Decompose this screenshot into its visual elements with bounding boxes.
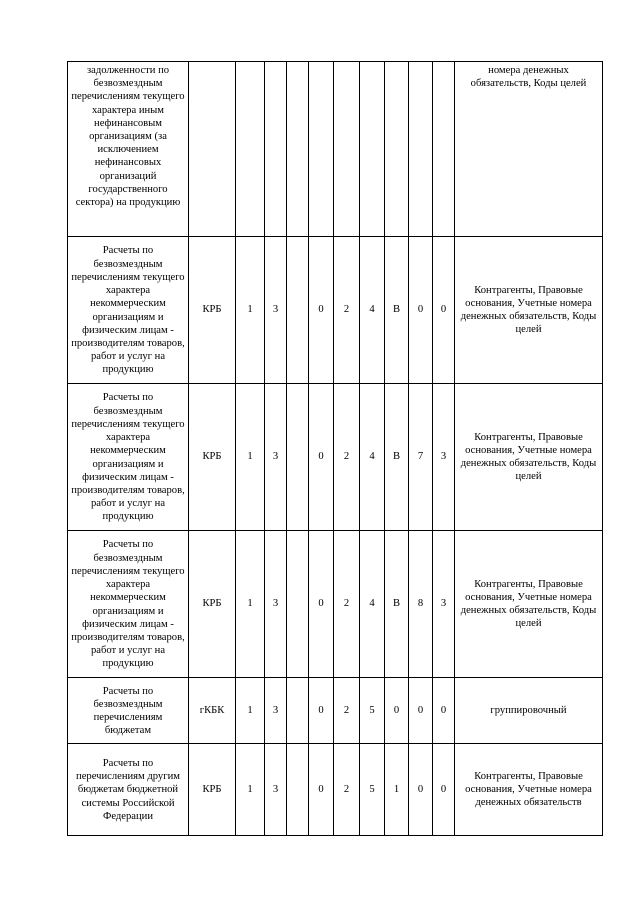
account-digit: 4 [360,237,385,384]
account-digit: В [385,384,409,531]
account-digit: 8 [409,531,433,678]
table-row [68,237,603,384]
account-name: задолженности по безвозмездным перечислениям текущего характера иным нефинансовым организациям (за исключением нефинансовых организаций государственного сектора) на продукцию [68,62,189,237]
account-digit: 2 [334,744,360,836]
table-row [68,531,603,678]
account-digit [360,62,385,237]
account-name: Расчеты по безвозмездным перечислениям бюджетам [68,678,189,744]
account-name: Расчеты по безвозмездным перечислениям текущего характера некоммерческим организациям и физическим лицам - производителям товаров, работ и услуг на продукцию [68,384,189,531]
account-digit [287,678,309,744]
accounts-table [67,61,603,836]
account-digit: 7 [409,384,433,531]
table-row [68,62,603,237]
account-digit: 0 [309,237,334,384]
account-code-type [189,62,236,237]
account-name: Расчеты по безвозмездным перечислениям текущего характера некоммерческим организациям и физическим лицам - производителям товаров, работ и услуг на продукцию [68,237,189,384]
account-digit: 2 [334,678,360,744]
account-digit [334,62,360,237]
account-digit: 3 [433,384,455,531]
account-digit: 5 [360,678,385,744]
account-name: Расчеты по безвозмездным перечислениям текущего характера некоммерческим организациям и физическим лицам - производителям товаров, работ и услуг на продукцию [68,531,189,678]
account-digit: 1 [236,237,265,384]
account-digit: В [385,237,409,384]
table-row [68,744,603,836]
account-digit: 1 [236,744,265,836]
analytics-description: группировочный [455,678,603,744]
account-digit: 0 [409,237,433,384]
account-digit: 0 [433,237,455,384]
account-code-type: КРБ [189,531,236,678]
account-digit: 3 [265,744,287,836]
account-digit: 4 [360,531,385,678]
account-code-type: КРБ [189,237,236,384]
account-digit: 3 [433,531,455,678]
account-digit: 3 [265,678,287,744]
analytics-description: Контрагенты, Правовые основания, Учетные номера денежных обязательств, Коды целей [455,384,603,531]
account-digit: 1 [236,384,265,531]
account-code-type: КРБ [189,744,236,836]
account-digit [287,384,309,531]
account-digit: 3 [265,531,287,678]
account-digit: 0 [309,744,334,836]
account-digit: В [385,531,409,678]
account-digit [385,62,409,237]
account-digit [287,531,309,678]
account-digit: 0 [309,678,334,744]
account-code-type: гКБК [189,678,236,744]
account-digit: 0 [409,744,433,836]
account-digit: 3 [265,237,287,384]
analytics-description: Контрагенты, Правовые основания, Учетные номера денежных обязательств [455,744,603,836]
account-digit [265,62,287,237]
account-digit: 3 [265,384,287,531]
account-digit: 0 [433,744,455,836]
table-row [68,384,603,531]
account-digit: 0 [309,384,334,531]
account-digit: 0 [409,678,433,744]
account-digit: 1 [236,678,265,744]
account-digit [287,237,309,384]
account-name: Расчеты по перечислениям другим бюджетам бюджетной системы Российской Федерации [68,744,189,836]
account-digit: 1 [236,531,265,678]
account-digit [287,744,309,836]
account-digit [409,62,433,237]
account-digit: 2 [334,384,360,531]
account-digit: 0 [433,678,455,744]
account-digit: 4 [360,384,385,531]
account-digit: 0 [385,678,409,744]
account-digit: 2 [334,237,360,384]
account-digit [433,62,455,237]
table-row [68,678,603,744]
analytics-description: номера денежных обязательств, Коды целей [455,62,603,237]
analytics-description: Контрагенты, Правовые основания, Учетные номера денежных обязательств, Коды целей [455,531,603,678]
account-digit: 2 [334,531,360,678]
account-digit: 0 [309,531,334,678]
analytics-description: Контрагенты, Правовые основания, Учетные номера денежных обязательств, Коды целей [455,237,603,384]
account-digit: 1 [385,744,409,836]
account-digit: 5 [360,744,385,836]
account-digit [287,62,309,237]
account-code-type: КРБ [189,384,236,531]
account-digit [309,62,334,237]
account-digit [236,62,265,237]
